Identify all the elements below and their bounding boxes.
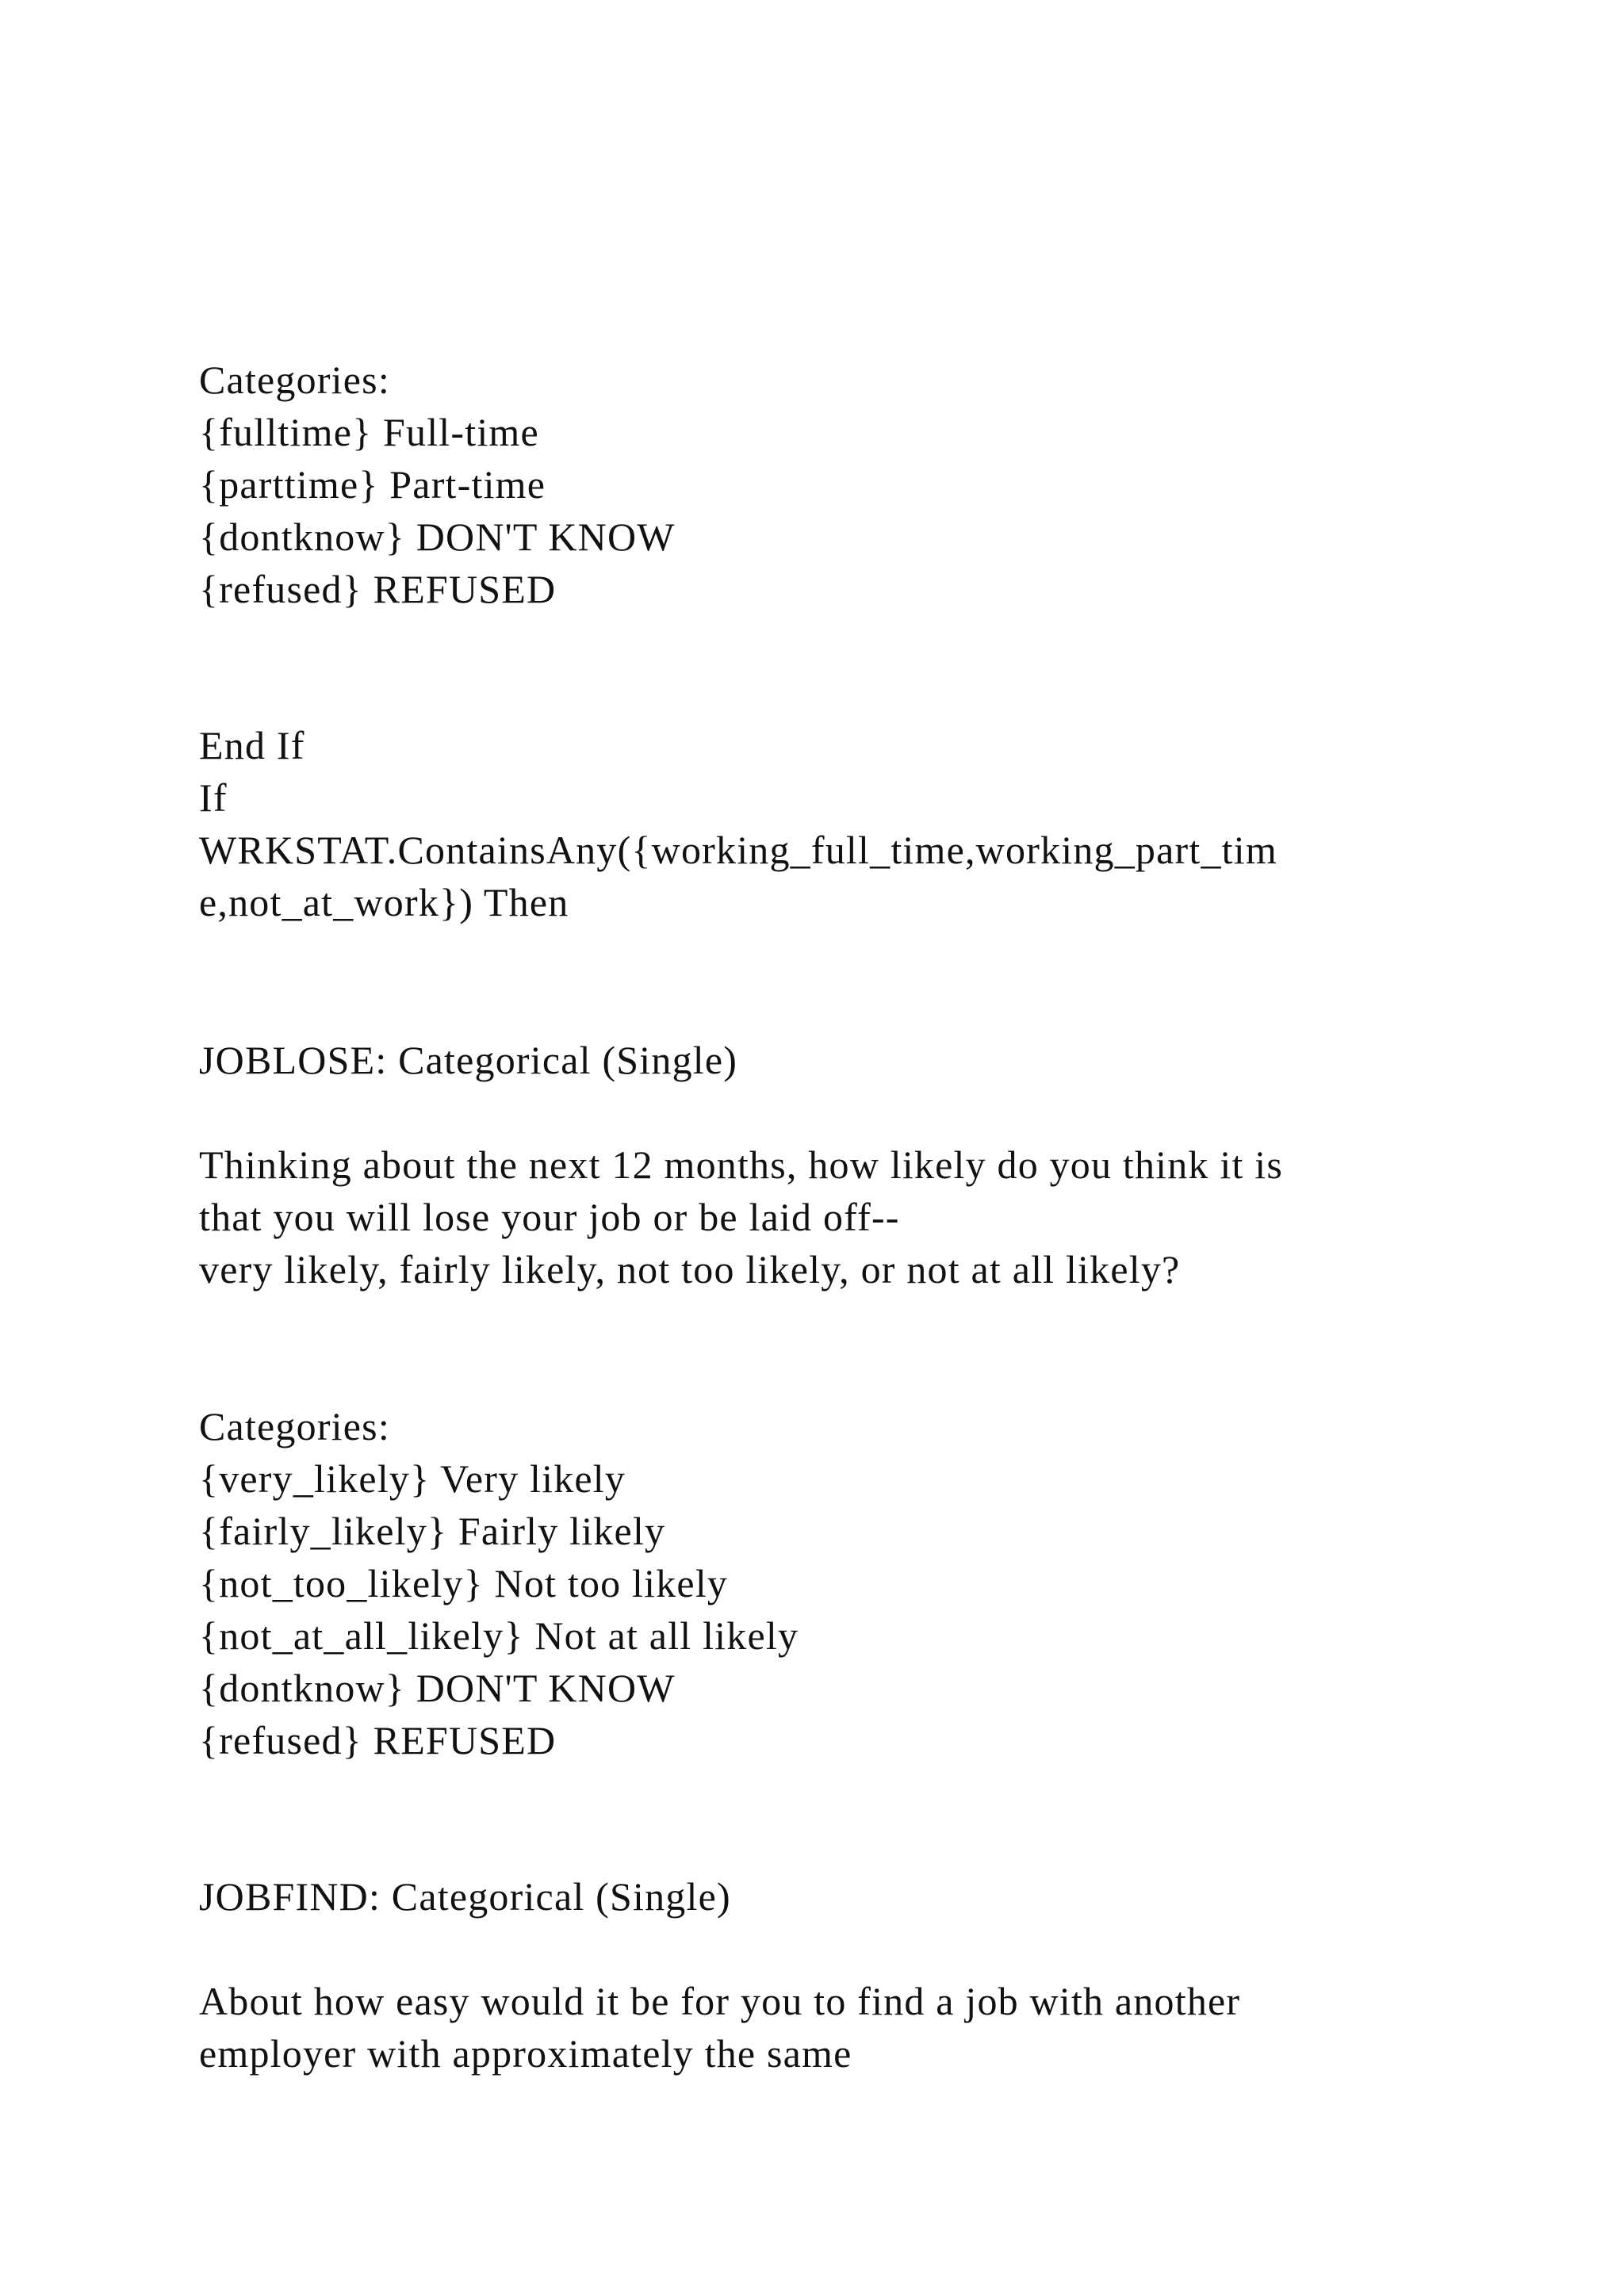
logic-line: WRKSTAT.ContainsAny({working_full_time,working_part_tim: [199, 828, 1277, 872]
logic-line: End If: [199, 723, 305, 767]
logic-line: If: [199, 775, 228, 820]
category-item: {not_too_likely} Not too likely: [199, 1561, 729, 1605]
question-header-joblose: JOBLOSE: Categorical (Single): [199, 1038, 738, 1082]
question-text-line: very likely, fairly likely, not too likely, or not at all likely?: [199, 1247, 1181, 1292]
question-text-line: About how easy would it be for you to find a job with another: [199, 1979, 1241, 2023]
category-item: {fairly_likely} Fairly likely: [199, 1509, 666, 1553]
category-item: {fulltime} Full-time: [199, 410, 539, 454]
categories-heading: Categories:: [199, 1404, 390, 1448]
question-text-line: Thinking about the next 12 months, how likely do you think it is: [199, 1142, 1284, 1187]
question-text-line: that you will lose your job or be laid off--: [199, 1195, 900, 1239]
category-item: {refused} REFUSED: [199, 567, 557, 611]
categories-heading: Categories:: [199, 358, 390, 402]
category-item: {dontknow} DON'T KNOW: [199, 515, 676, 559]
question-header-jobfind: JOBFIND: Categorical (Single): [199, 1874, 731, 1919]
category-item: {parttime} Part-time: [199, 462, 546, 507]
category-item: {not_at_all_likely} Not at all likely: [199, 1613, 799, 1658]
logic-line: e,not_at_work}) Then: [199, 880, 569, 924]
category-item: {very_likely} Very likely: [199, 1456, 626, 1501]
category-item: {dontknow} DON'T KNOW: [199, 1666, 676, 1710]
category-item: {refused} REFUSED: [199, 1718, 557, 1762]
question-text-line: employer with approximately the same: [199, 2031, 852, 2076]
